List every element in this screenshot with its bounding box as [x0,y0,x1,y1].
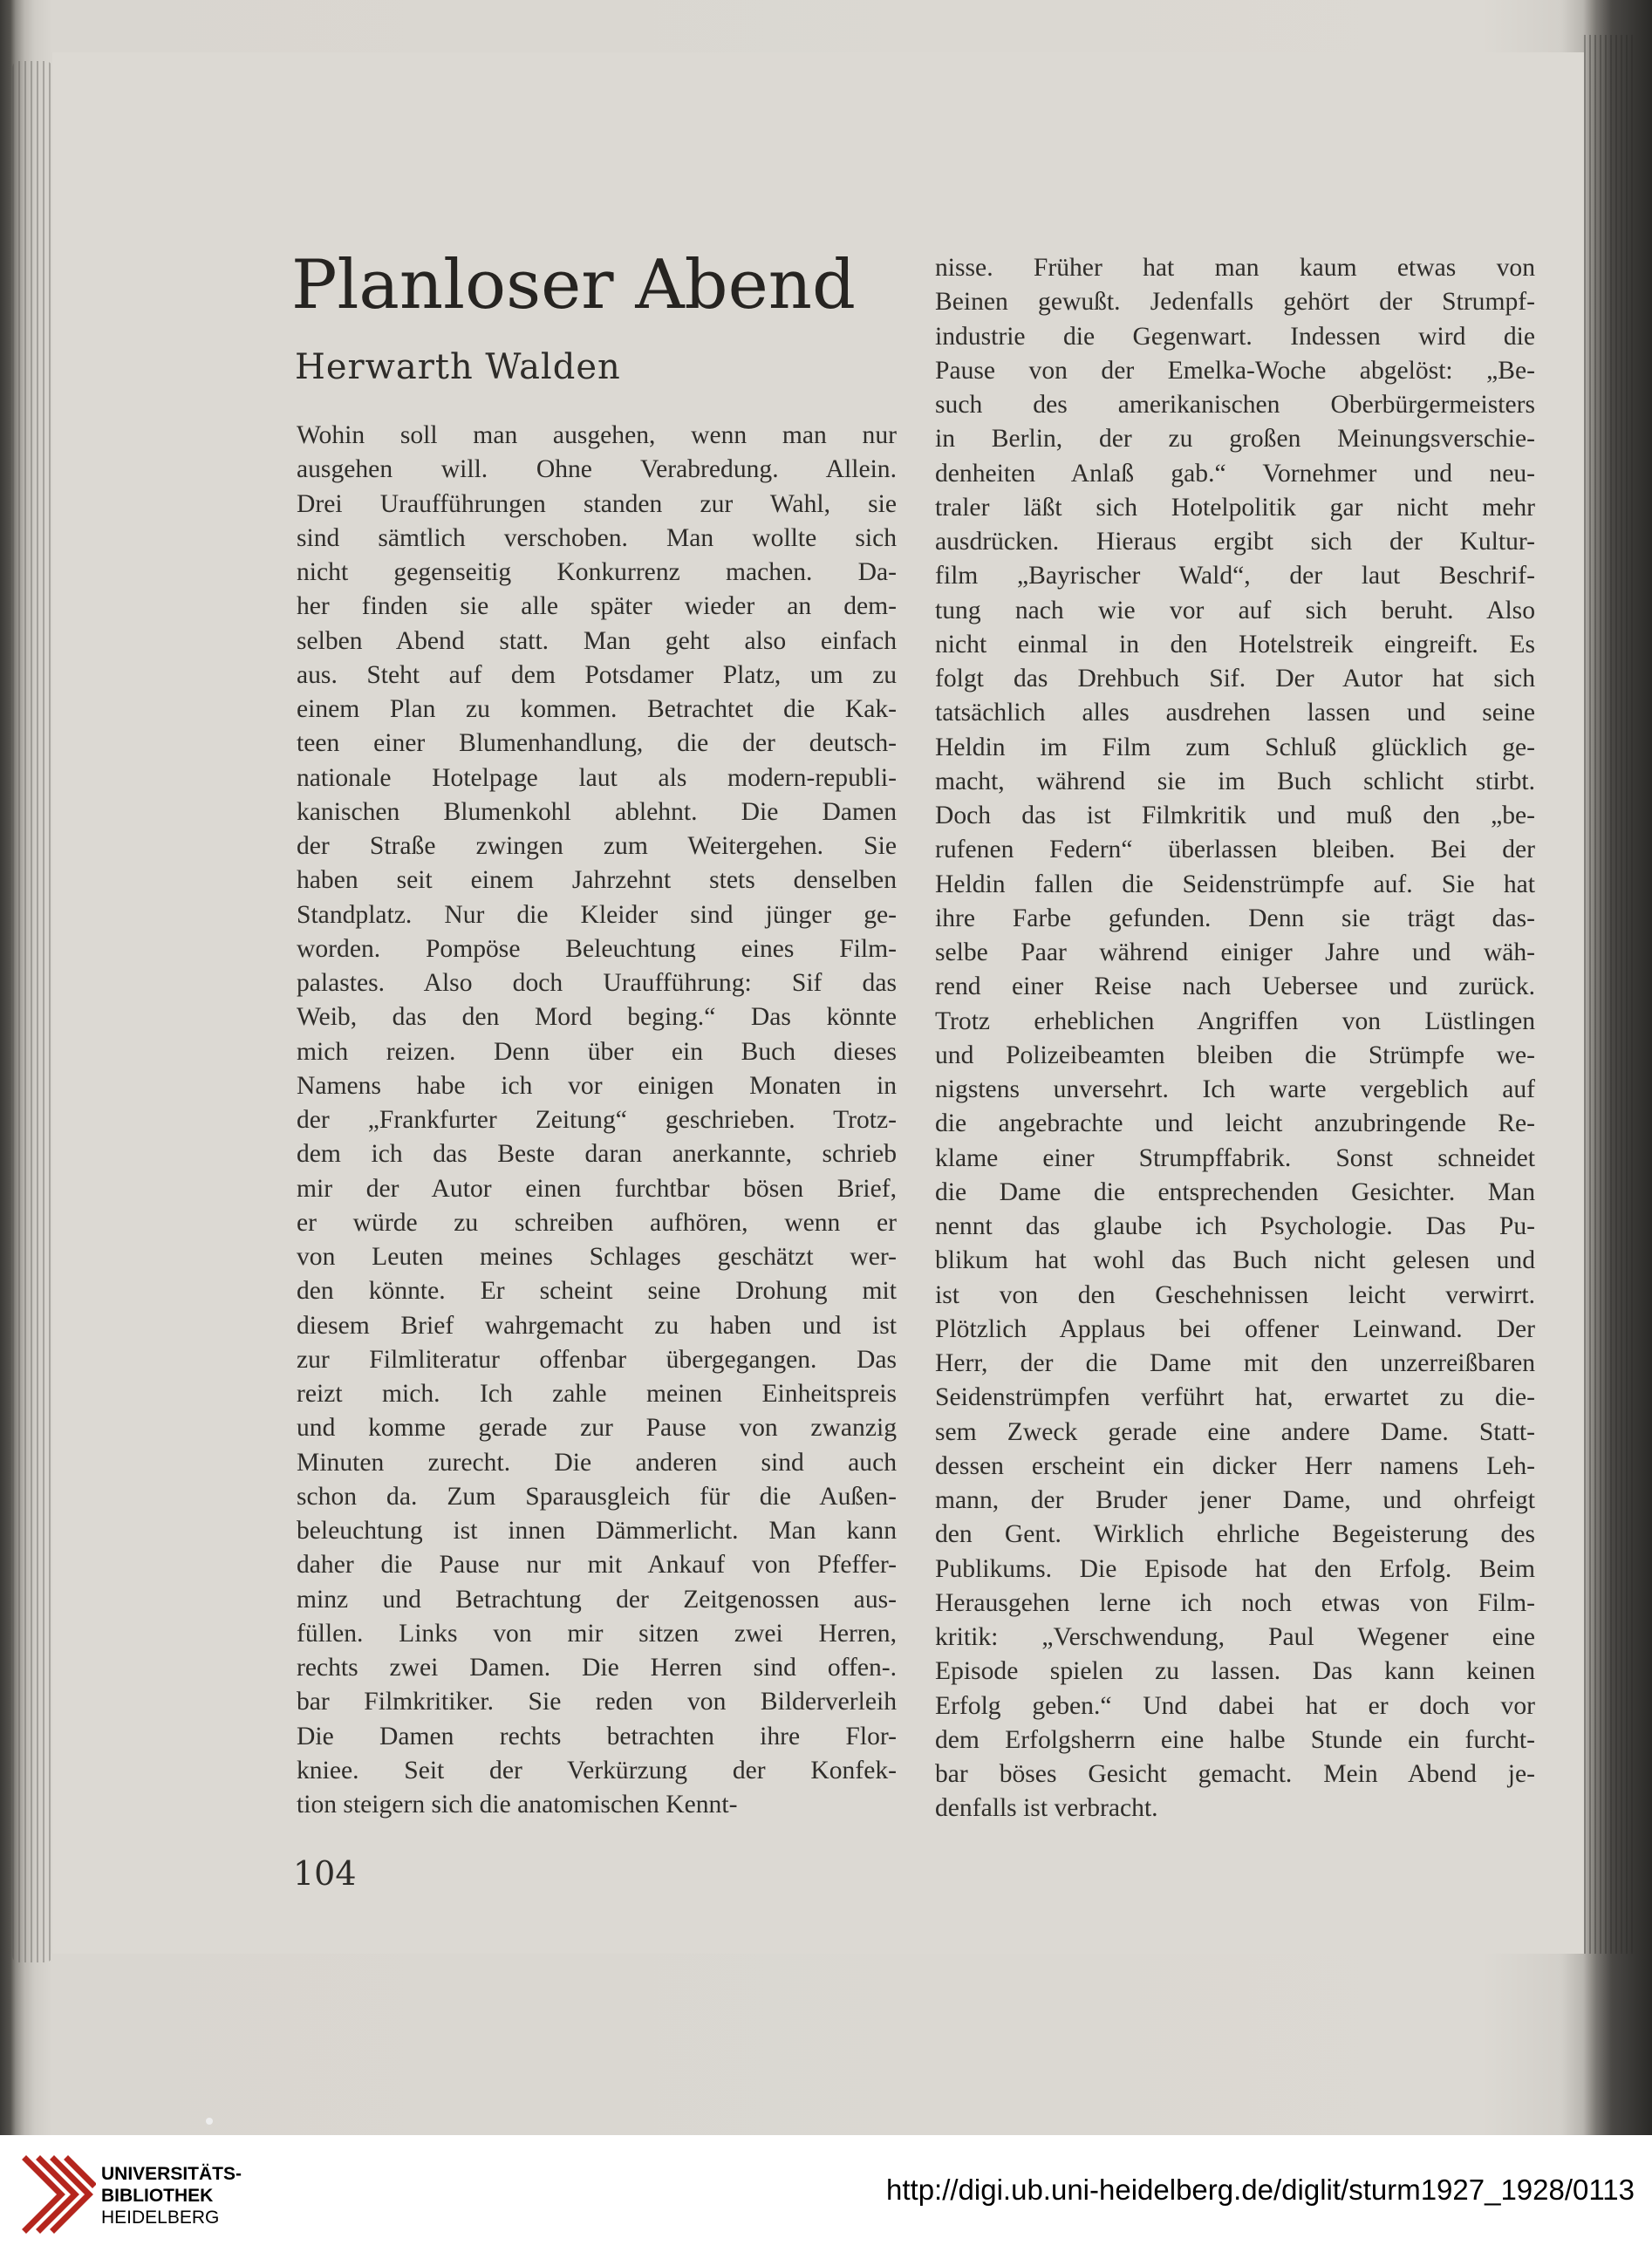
text-line: beleuchtung ist innen Dämmerlicht. Man kann [297,1517,897,1545]
text-line: von Leuten meines Schlages geschätzt wer- [297,1243,897,1271]
text-line: Herr, der die Dame mit den unzerreißbaren [935,1349,1535,1377]
text-line: ihre Farbe gefunden. Denn sie trägt das- [935,904,1535,932]
text-line: den könnte. Er scheint seine Drohung mit [297,1277,897,1306]
text-line: rechts zwei Damen. Die Herren sind offen-. [297,1654,897,1682]
text-line: Publikums. Die Episode hat den Erfolg. Beim [935,1554,1535,1583]
text-line: Weib, das den Mord beging.“ Das könnte [297,1003,897,1032]
article-author: Herwarth Walden [295,347,621,387]
text-line: folgt das Drehbuch Sif. Der Autor hat sich [935,665,1535,693]
text-line: blikum hat wohl das Buch nicht gelesen und [935,1246,1535,1275]
text-line: Namens habe ich vor einigen Monaten in [297,1071,897,1100]
text-line: Trotz erheblichen Angriffen von Lüstlingen [935,1007,1535,1035]
text-line: sem Zweck gerade eine andere Dame. Statt- [935,1417,1535,1446]
text-line: denheiten Anlaß gab.“ Vornehmer und neu- [935,459,1535,488]
page-edges-right [1584,35,1636,1954]
text-line: einem Plan zu kommen. Betrachtet die Kak- [297,695,897,723]
text-line: mir der Autor einen furchtbar bösen Brief, [297,1174,897,1203]
library-name [101,2163,242,2228]
text-line: füllen. Links von mir sitzen zwei Herren, [297,1619,897,1648]
text-line: in Berlin, der zu großen Meinungsverschie- [935,425,1535,454]
text-line: und komme gerade zur Pause von zwanzig [297,1414,897,1443]
text-line: Episode spielen zu lassen. Das kann keinen [935,1657,1535,1686]
text-line: Pause von der Emelka-Woche abgelöst: „Be- [935,356,1535,385]
text-column-right [935,251,1535,1826]
text-line: Heldin fallen die Seidenstrümpfe auf. Sie hat [935,870,1535,898]
text-line: macht, während sie im Buch schlicht stirbt. [935,767,1535,795]
text-line: Drei Uraufführungen standen zur Wahl, sie [297,489,897,518]
text-line: und Polizeibeamten bleiben die Strümpfe we- [935,1041,1535,1069]
text-line: nigstens unversehrt. Ich warte vergeblich auf [935,1075,1535,1103]
scan-speck [206,2118,213,2125]
text-line: Minuten zurecht. Die anderen sind auch [297,1448,897,1477]
text-line: nicht gegenseitig Konkurrenz machen. Da- [297,558,897,586]
text-line: nicht einmal in den Hotelstreik eingreift. Es [935,630,1535,659]
text-line: nisse. Früher hat man kaum etwas von [935,254,1535,282]
text-line: palastes. Also doch Uraufführung: Sif das [297,969,897,997]
text-line: dem ich das Beste daran anerkannte, schrieb [297,1140,897,1169]
text-line: den Gent. Wirklich ehrliche Begeisterung des [935,1520,1535,1549]
text-line: selben Abend statt. Man geht also einfach [297,626,897,655]
text-line: dem Erfolgsherrn eine halbe Stunde ein furcht- [935,1725,1535,1754]
text-line: kritik: „Verschwendung, Paul Wegener eine [935,1623,1535,1651]
text-line: bar Filmkritiker. Sie reden von Bilderverleih [297,1688,897,1716]
text-line: sind sämtlich verschoben. Man wollte sich [297,523,897,552]
text-line: selbe Paar während einiger Jahre und wäh- [935,938,1535,966]
library-name-line1: UNIVERSITÄTS- [101,2164,242,2184]
text-line: denfalls ist verbracht. [935,1794,1158,1823]
text-line: kanischen Blumenkohl ablehnt. Die Damen [297,797,897,826]
text-line: industrie die Gegenwart. Indessen wird die [935,322,1535,351]
text-line: Beinen gewußt. Jedenfalls gehört der Strumpf- [935,288,1535,317]
footer-bar [0,2135,1652,2252]
text-line: mich reizen. Denn über ein Buch dieses [297,1037,897,1066]
text-line: klame einer Strumpffabrik. Sonst schneidet [935,1143,1535,1172]
text-line: Herausgehen lerne ich noch etwas von Film- [935,1588,1535,1617]
text-line: traler läßt sich Hotelpolitik gar nicht mehr [935,493,1535,522]
text-line: reizt mich. Ich zahle meinen Einheitspreis [297,1380,897,1408]
text-line: rend einer Reise nach Uebersee und zurück. [935,972,1535,1001]
text-line: er würde zu schreiben aufhören, wenn er [297,1208,897,1237]
text-line: worden. Pompöse Beleuchtung eines Film- [297,934,897,963]
text-line: Die Damen rechts betrachten ihre Flor- [297,1722,897,1750]
article-title: Planloser Abend [291,246,856,324]
text-line: tung nach wie vor auf sich beruht. Also [935,596,1535,624]
text-line: schon da. Zum Sparausgleich für die Außen- [297,1482,897,1511]
text-line: minz und Betrachtung der Zeitgenossen aus- [297,1585,897,1614]
text-line: tion steigern sich die anatomischen Kennt- [297,1791,738,1819]
library-name-line3: HEIDELBERG [101,2208,220,2228]
text-line: nennt das glaube ich Psychologie. Das Pu- [935,1212,1535,1240]
text-line: Seidenstrümpfen verführt hat, erwartet zu die- [935,1383,1535,1412]
text-line: tatsächlich alles ausdrehen lassen und seine [935,699,1535,727]
text-line: nationale Hotelpage laut als modern-republi- [297,763,897,792]
text-line: bar böses Gesicht gemacht. Mein Abend je- [935,1760,1535,1788]
text-line: dessen erscheint ein dicker Herr namens Leh- [935,1451,1535,1480]
text-line: kniee. Seit der Verkürzung der Konfek- [297,1756,897,1785]
text-line: ausdrücken. Hieraus ergibt sich der Kultur- [935,528,1535,556]
text-line: Plötzlich Applaus bei offener Leinwand. Der [935,1314,1535,1343]
text-line: aus. Steht auf dem Potsdamer Platz, um zu [297,660,897,689]
university-library-logo [17,2151,96,2235]
text-line: Erfolg geben.“ Und dabei hat er doch vor [935,1691,1535,1720]
text-line: Heldin im Film zum Schluß glücklich ge- [935,733,1535,761]
text-line: teen einer Blumenhandlung, die der deutsch- [297,729,897,758]
text-line: ist von den Geschehnissen leicht verwirrt. [935,1280,1535,1309]
text-line: ausgehen will. Ohne Verabredung. Allein. [297,455,897,484]
text-line: Doch das ist Filmkritik und muß den „be- [935,802,1535,829]
text-line: Standplatz. Nur die Kleider sind jünger ge- [297,900,897,929]
text-line: her finden sie alle später wieder an dem- [297,592,897,621]
text-line: der „Frankfurter Zeitung“ geschrieben. Trotz- [297,1106,897,1134]
text-line: mann, der Bruder jener Dame, und ohrfeigt [935,1486,1535,1514]
text-line: der Straße zwingen zum Weitergehen. Sie [297,832,897,860]
page-edges-left [12,61,52,1962]
text-line: die angebrachte und leicht anzubringende Re- [935,1109,1535,1138]
text-line: haben seit einem Jahrzehnt stets denselben [297,866,897,895]
text-line: such des amerikanischen Oberbürgermeisters [935,391,1535,419]
text-line: film „Bayrischer Wald“, der laut Beschrif- [935,562,1535,590]
text-line: die Dame die entsprechenden Gesichter. Man [935,1177,1535,1206]
text-line: diesem Brief wahrgemacht zu haben und ist [297,1311,897,1340]
text-line: daher die Pause nur mit Ankauf von Pfeffer- [297,1551,897,1580]
source-url-link[interactable]: http://digi.ub.uni-heidelberg.de/diglit/sturm1927_1928/0113 [886,2174,1635,2206]
text-line: zur Filmliteratur offenbar übergegangen. Das [297,1345,897,1374]
text-column-left [297,419,897,1822]
library-name-line2: BIBLIOTHEK [101,2186,214,2206]
text-line: rufenen Federn“ überlassen bleiben. Bei der [935,836,1535,864]
page-number: 104 [293,1854,357,1893]
text-line: Wohin soll man ausgehen, wenn man nur [297,421,897,449]
